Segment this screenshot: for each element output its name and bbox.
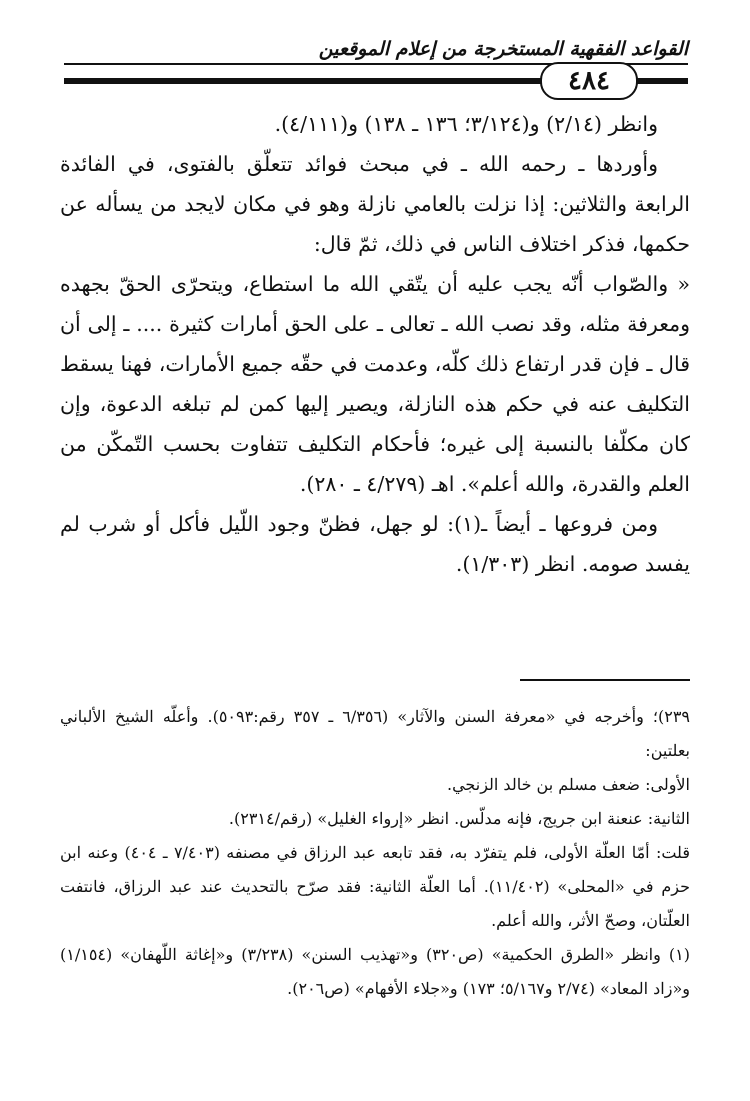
footnote-line: الثانية: عنعنة ابن جريج، فإنه مدلّس. انظر «إرواء الغليل» (رقم/٢٣١٤).	[228, 809, 690, 828]
page-number-badge: ٤٨٤	[540, 62, 638, 100]
paragraph: وانظر (٢/١٤) و(٣/١٢٤؛ ١٣٦ ـ ١٣٨) و(٤/١١١).	[274, 112, 658, 136]
footnotes	[60, 700, 690, 1006]
footnote-line: (١) وانظر «الطرق الحكمية» (ص٣٢٠) و«تهذيب السنن» (٣/٢٣٨) و«إغاثة اللّهفان» (١/١٥٤) و«زاد المعاد» (٢/٧٤ و٥/١٦٧؛ ١٧٣) و«جلاء الأفهام» (ص٢٠٦).	[60, 945, 690, 998]
footnote-separator	[520, 679, 690, 681]
quote-paragraph: « والصّواب أنّه يجب عليه أن يتّقي الله ما استطاع، ويتحرّى الحقّ بجهده ومعرفة مثله، وقد نصب الله ـ تعالى ـ على الحق أمارات كثيرة .... ـ إلى أن قال ـ فإن قدر ارتفاع ذلك كلّه، وعدمت في حقّه جميع الأمارات، فهنا يسقط التكليف عنه في حكم هذه النازلة، ويصير إليها كمن لم تبلغه الدعوة، وإن كان مكلّفا بالنسبة إلى غيره؛ فأحكام التكليف تتفاوت بحسب التّمكّن من العلم والقدرة، والله أعلم». اهـ (٤/٢٧٩ ـ ٢٨٠).	[60, 272, 690, 496]
paragraph: ومن فروعها ـ أيضاً ـ(١): لو جهل، فظنّ وجود اللّيل فأكل أو شرب لم يفسد صومه. انظر (١/٣٠٣).	[60, 512, 690, 576]
main-text	[60, 104, 690, 584]
footnote-line: قلت: أمّا العلّة الأولى، فلم يتفرّد به، فقد تابعه عبد الرزاق في مصنفه (٧/٤٠٣ ـ ٤٠٤) وعنه ابن حزم في «المحلى» (١١/٤٠٢). أما العلّة الثانية: فقد صرّح بالتحديث عند عبد الرزاق، فانتفت العلّتان، وصحّ الأثر، والله أعلم.	[60, 843, 691, 930]
paragraph: وأوردها ـ رحمه الله ـ في مبحث فوائد تتعلّق بالفتوى، في الفائدة الرابعة والثلاثين: إذا نزلت بالعامي نازلة وهو في مكان لايجد من يسأله عن حكمها، فذكر اختلاف الناس في ذلك، ثمّ قال:	[60, 152, 690, 256]
running-header-title: القواعد الفقهية المستخرجة من إعلام الموقعين	[318, 38, 688, 60]
footnote-line: الأولى: ضعف مسلم بن خالد الزنجي.	[446, 775, 690, 794]
footnote-line: ٢٣٩)؛ وأخرجه في «معرفة السنن والآثار» (٦/٣٥٦ ـ ٣٥٧ رقم:٥٠٩٣). وأعلّه الشيخ الألباني بعلتين:	[60, 707, 691, 760]
